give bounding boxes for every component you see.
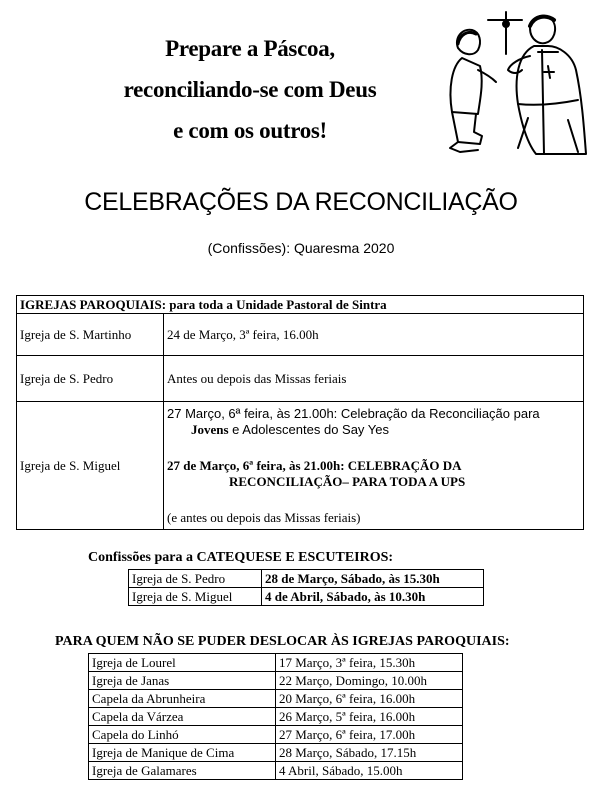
parish-info: Antes ou depois das Missas feriais	[164, 356, 584, 402]
others-info: 22 Março, Domingo, 10.00h	[276, 672, 463, 690]
others-table	[88, 653, 463, 780]
miguel-line-4: RECONCILIAÇÃO– PARA TODA A UPS	[229, 474, 466, 489]
headline-line-1: Prepare a Páscoa,	[165, 36, 335, 61]
headline	[100, 28, 400, 151]
subtitle: (Confissões): Quaresma 2020	[207, 240, 395, 256]
miguel-line-1: 27 Março, 6ª feira, às 21.00h: Celebração da Reconciliação para	[167, 406, 540, 421]
parishes-header: IGREJAS PAROQUIAIS: para toda a Unidade Pastoral de Sintra	[17, 296, 584, 314]
others-info: 20 Março, 6ª feira, 16.00h	[276, 690, 463, 708]
parish-church: Igreja de S. Martinho	[17, 314, 164, 356]
miguel-line-2-rest: e Adolescentes do Say Yes	[228, 422, 390, 437]
catequese-info: 28 de Março, Sábado, às 15.30h	[262, 570, 484, 588]
miguel-line-3: 27 de Março, 6ª feira, às 21.00h: CELEBRAÇÃO DA	[167, 458, 462, 473]
others-info: 26 Março, 5ª feira, 16.00h	[276, 708, 463, 726]
others-info: 4 Abril, Sábado, 15.00h	[276, 762, 463, 780]
catequese-info: 4 de Abril, Sábado, às 10.30h	[262, 588, 484, 606]
others-church: Igreja de Janas	[89, 672, 276, 690]
others-church: Igreja de Manique de Cima	[89, 744, 276, 762]
others-church: Capela do Linhó	[89, 726, 276, 744]
others-info: 27 Março, 6ª feira, 17.00h	[276, 726, 463, 744]
others-church: Igreja de Galamares	[89, 762, 276, 780]
catequese-church: Igreja de S. Pedro	[129, 570, 262, 588]
miguel-line-2	[167, 422, 580, 438]
others-church: Capela da Abrunheira	[89, 690, 276, 708]
others-info: 28 Março, Sábado, 17.15h	[276, 744, 463, 762]
others-church: Capela da Várzea	[89, 708, 276, 726]
others-title: PARA QUEM NÃO SE PUDER DESLOCAR ÀS IGREJAS PAROQUIAIS:	[55, 634, 510, 649]
parishes-table	[16, 295, 584, 530]
headline-line-2: reconciliando-se com Deus	[123, 77, 377, 102]
miguel-line-2-bold: Jovens	[191, 422, 229, 437]
catequese-title: Confissões para a CATEQUESE E ESCUTEIROS:	[88, 550, 394, 565]
confession-priest-and-child-icon	[418, 8, 596, 158]
headline-line-3: e com os outros!	[173, 118, 327, 143]
miguel-line-5: (e antes ou depois das Missas feriais)	[167, 510, 361, 525]
others-info: 17 Março, 3ª feira, 15.30h	[276, 654, 463, 672]
catequese-church: Igreja de S. Miguel	[129, 588, 262, 606]
parish-info: 24 de Março, 3ª feira, 16.00h	[164, 314, 584, 356]
main-title: CELEBRAÇÕES DA RECONCILIAÇÃO	[84, 188, 518, 216]
parish-info-miguel	[164, 402, 584, 530]
catequese-table	[128, 569, 484, 606]
parish-church: Igreja de S. Miguel	[17, 402, 164, 530]
others-church: Igreja de Lourel	[89, 654, 276, 672]
parish-church: Igreja de S. Pedro	[17, 356, 164, 402]
